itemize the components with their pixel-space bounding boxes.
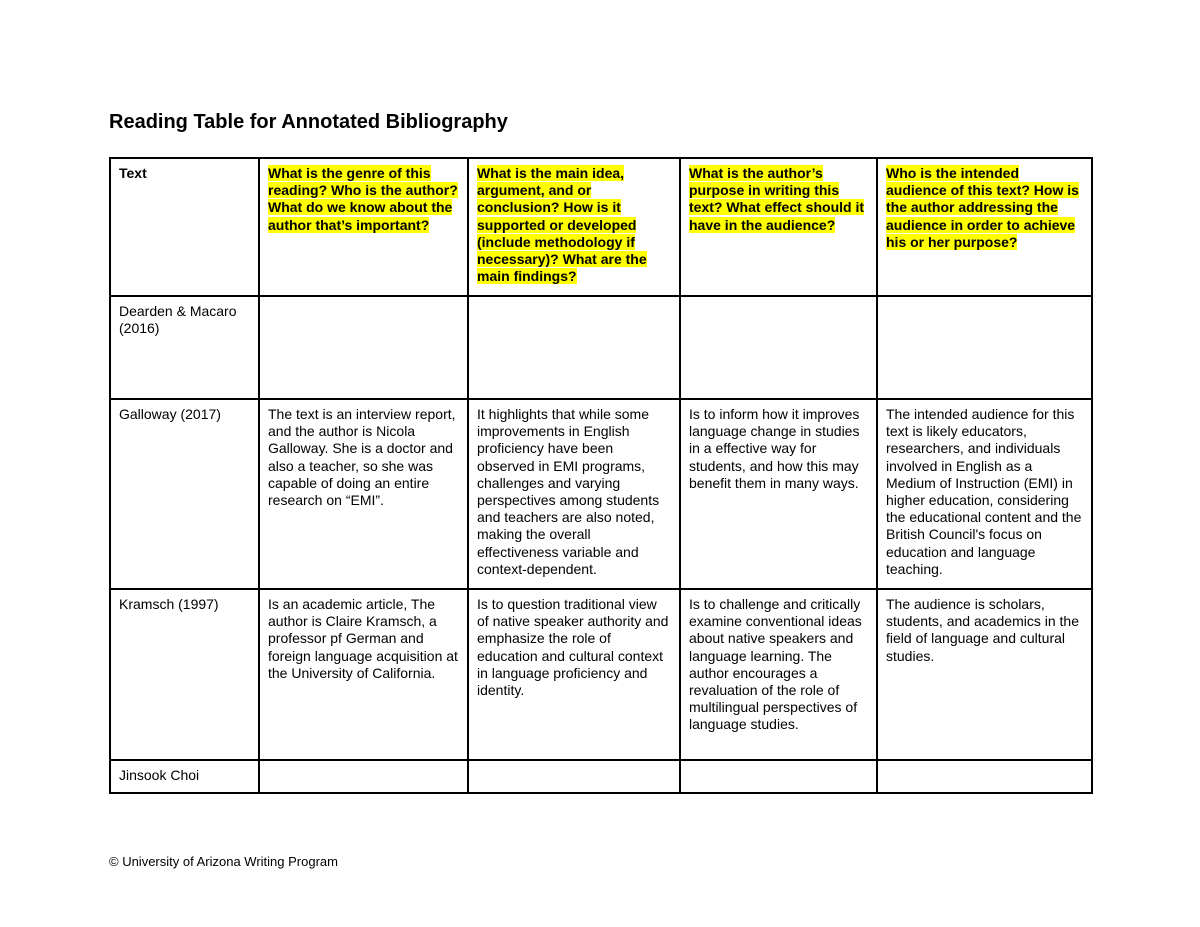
cell-main-idea bbox=[468, 296, 680, 399]
table-row bbox=[110, 760, 1092, 793]
header-label-genre: What is the genre of this reading? Who is the author? What do we know about the author that’s important? bbox=[268, 165, 458, 233]
table-row bbox=[110, 589, 1092, 760]
cell-purpose bbox=[680, 760, 877, 793]
header-cell-text bbox=[110, 158, 259, 296]
cell-text: Galloway (2017) bbox=[110, 399, 259, 589]
page-title: Reading Table for Annotated Bibliography bbox=[109, 111, 508, 133]
cell-text: Kramsch (1997) bbox=[110, 589, 259, 760]
cell-genre bbox=[259, 296, 468, 399]
cell-purpose bbox=[680, 296, 877, 399]
table-row bbox=[110, 399, 1092, 589]
cell-genre: The text is an interview report, and the author is Nicola Galloway. She is a doctor and also a teacher, so she was capable of doing an entire research on “EMI”. bbox=[259, 399, 468, 589]
header-cell-main-idea bbox=[468, 158, 680, 296]
cell-purpose: Is to challenge and critically examine conventional ideas about native speakers and language learning. The author encourages a revaluation of the role of multilingual perspectives of language studies. bbox=[680, 589, 877, 760]
header-label-main-idea: What is the main idea, argument, and or conclusion? How is it supported or developed (include methodology if necessary)? What are the main findings? bbox=[477, 165, 647, 285]
cell-purpose: Is to inform how it improves language change in studies in a effective way for students, and how this may benefit them in many ways. bbox=[680, 399, 877, 589]
header-cell-audience bbox=[877, 158, 1092, 296]
header-cell-genre bbox=[259, 158, 468, 296]
cell-audience: The intended audience for this text is likely educators, researchers, and individuals involved in English as a Medium of Instruction (EMI) in higher education, considering the educational content and the British Council's focus on education and language teaching. bbox=[877, 399, 1092, 589]
cell-main-idea: Is to question traditional view of native speaker authority and emphasize the role of education and cultural context in language proficiency and identity. bbox=[468, 589, 680, 760]
cell-text: Dearden & Macaro (2016) bbox=[110, 296, 259, 399]
table-header-row bbox=[110, 158, 1092, 296]
reading-table bbox=[109, 157, 1093, 794]
footer-copyright: © University of Arizona Writing Program bbox=[109, 854, 338, 869]
cell-main-idea: It highlights that while some improvements in English proficiency have been observed in EMI programs, challenges and varying perspectives among students and teachers are also noted, making the overall effectiveness variable and context-dependent. bbox=[468, 399, 680, 589]
header-cell-purpose bbox=[680, 158, 877, 296]
cell-audience bbox=[877, 760, 1092, 793]
header-label-text: Text bbox=[119, 165, 147, 181]
cell-text: Jinsook Choi bbox=[110, 760, 259, 793]
cell-audience bbox=[877, 296, 1092, 399]
header-label-audience: Who is the intended audience of this text? How is the author addressing the audience in order to achieve his or her purpose? bbox=[886, 165, 1079, 250]
cell-audience: The audience is scholars, students, and academics in the field of language and cultural studies. bbox=[877, 589, 1092, 760]
cell-main-idea bbox=[468, 760, 680, 793]
table-row bbox=[110, 296, 1092, 399]
cell-genre bbox=[259, 760, 468, 793]
cell-genre: Is an academic article, The author is Claire Kramsch, a professor pf German and foreign language acquisition at the University of California. bbox=[259, 589, 468, 760]
header-label-purpose: What is the author’s purpose in writing this text? What effect should it have in the audience? bbox=[689, 165, 864, 233]
